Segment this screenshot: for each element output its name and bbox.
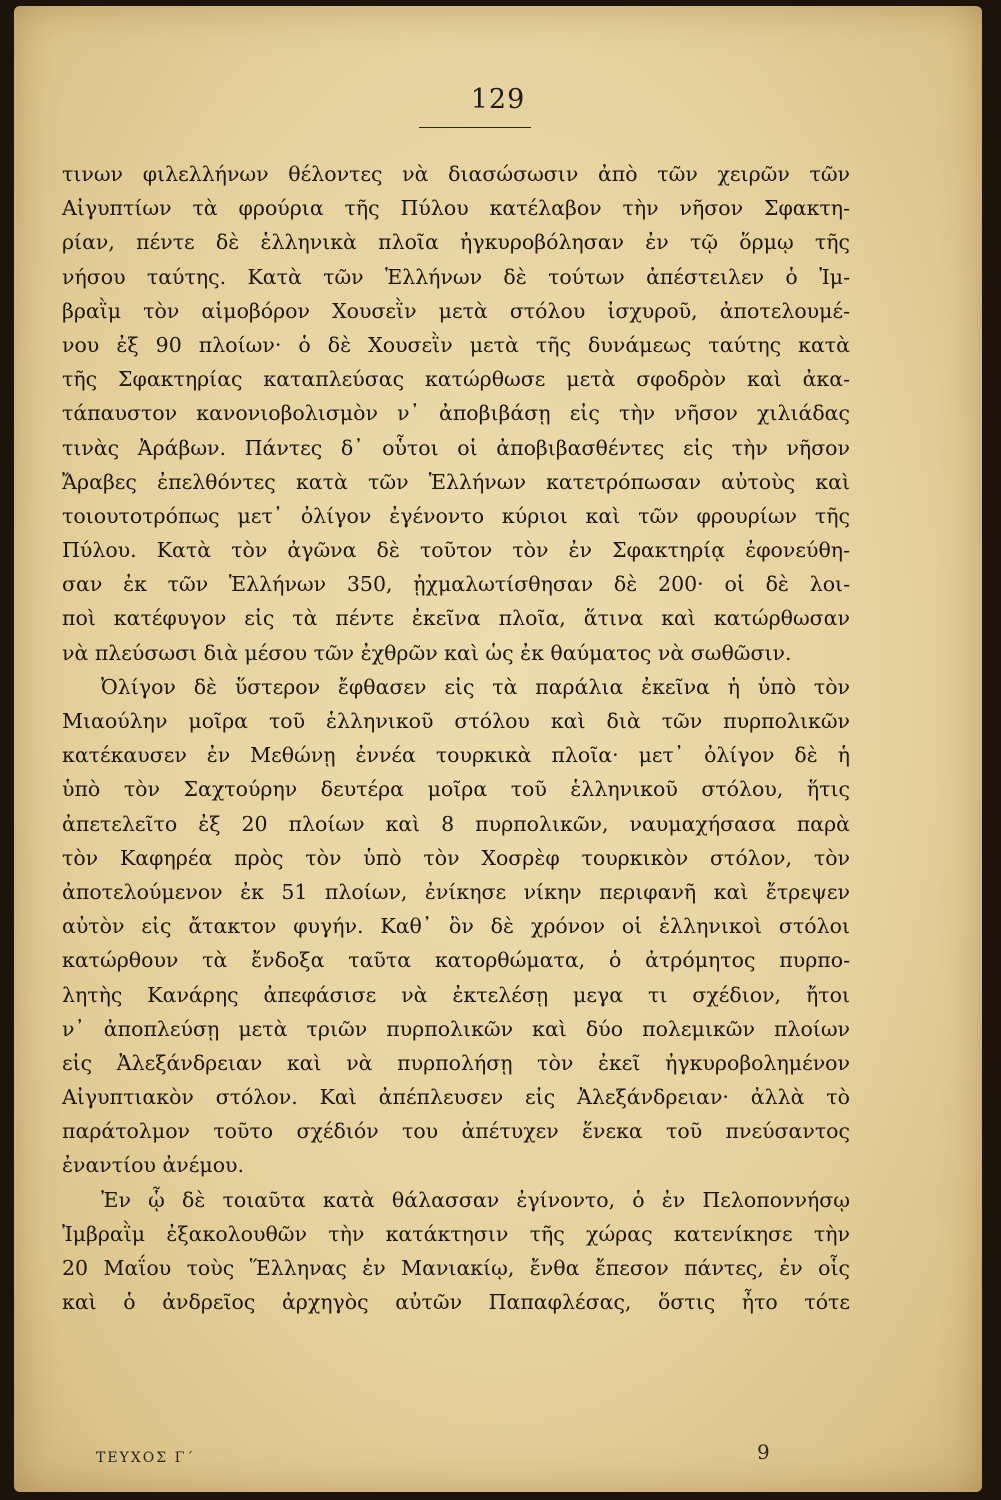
body-text xyxy=(62,157,850,1319)
text-line: Ἄραβες ἐπελθόντες κατὰ τῶν Ἑλλήνων κατετρόπωσαν αὐτοὺς καὶ xyxy=(62,469,850,494)
footer-signature: ΤΕΥΧΟΣ Γ΄ xyxy=(96,1450,196,1466)
text-line: τοιουτοτρόπως μετ᾿ ὀλίγον ἐγένοντο κύριοι καὶ τῶν φρουρίων τῆς xyxy=(62,503,850,528)
text-line: κατώρθουν τὰ ἔνδοξα ταῦτα κατορθώματα, ὁ ἀτρόμητος πυρπο- xyxy=(62,948,850,973)
footer-signature-number: 9 xyxy=(757,1440,770,1464)
text-line: Μιαούλην μοῖρα τοῦ ἑλληνικοῦ στόλου καὶ διὰ τῶν πυρπολικῶν xyxy=(62,709,850,733)
text-line: τάπαυστον κανονιοβολισμὸν ν᾿ ἀποβιβάσῃ εἰς τὴν νῆσον χιλιάδας xyxy=(62,401,850,426)
text-line: νήσου ταύτης. Κατὰ τῶν Ἑλλήνων δὲ τούτων ἀπέστειλεν ὁ Ἰμ- xyxy=(62,264,850,289)
text-line: νὰ πλεύσωσι διὰ μέσου τῶν ἐχθρῶν καὶ ὡς ἐκ θαύματος νὰ σωθῶσιν. xyxy=(62,640,792,665)
text-line: παράτολμον τοῦτο σχέδιόν του ἀπέτυχεν ἕνεκα τοῦ πνεύσαντος xyxy=(62,1119,850,1144)
page-number: 129 xyxy=(470,84,526,115)
text-line: νου ἐξ 90 πλοίων· ὁ δὲ Χουσεῒν μετὰ τῆς δυνάμεως ταύτης κατὰ xyxy=(62,332,850,357)
text-line: ἀπετελεῖτο ἐξ 20 πλοίων καὶ 8 πυρπολικῶν, ναυμαχήσασα παρὰ xyxy=(62,811,850,836)
text-line: ὑπὸ τὸν Σαχτούρην δευτέρα μοῖρα τοῦ ἑλληνικοῦ στόλου, ἥτις xyxy=(62,777,850,802)
text-line: τινὰς Ἀράβων. Πάντες δ᾿ οὗτοι οἱ ἀποβιβασθέντες εἰς τὴν νῆσον xyxy=(62,435,850,460)
text-line: αὐτὸν εἰς ἄτακτον φυγήν. Καθ᾿ ὃν δὲ χρόνον οἱ ἑλληνικοὶ στόλοι xyxy=(62,914,850,939)
text-line: λητὴς Κανάρης ἀπεφάσισε νὰ ἐκτελέσῃ μεγα τι σχέδιον, ἤτοι xyxy=(62,982,850,1007)
text-line: τινων φιλελλήνων θέλοντες νὰ διασώσωσιν ἀπὸ τῶν χειρῶν τῶν xyxy=(62,162,850,186)
text-line: Αἰγυπτίων τὰ φρούρια τῆς Πύλου κατέλαβον τὴν νῆσον Σφακτη- xyxy=(62,196,850,221)
text-line: Πύλου. Κατὰ τὸν ἀγῶνα δὲ τοῦτον τὸν ἐν Σφακτηρίᾳ ἐφονεύθη- xyxy=(62,538,850,563)
text-line: σαν ἐκ τῶν Ἑλλήνων 350, ᾐχμαλωτίσθησαν δὲ 200· οἱ δὲ λοι- xyxy=(62,572,850,597)
text-line: Ἰμβραῒμ ἐξακολουθῶν τὴν κατάκτησιν τῆς χώρας κατενίκησε τὴν xyxy=(62,1221,850,1246)
text-line: Ἐν ᾧ δὲ τοιαῦτα κατὰ θάλασσαν ἐγίνοντο, ὁ ἐν Πελοποννήσῳ xyxy=(101,1187,850,1212)
text-line: ἐναντίου ἀνέμου. xyxy=(62,1153,245,1178)
text-line: εἰς Ἀλεξάνδρειαν καὶ νὰ πυρπολήσῃ τὸν ἐκεῖ ἠγκυροβολημένον xyxy=(62,1050,850,1075)
text-line: ν᾿ ἀποπλεύσῃ μετὰ τριῶν πυρπολικῶν καὶ δύο πολεμικῶν πλοίων xyxy=(62,1016,850,1041)
text-line: καὶ ὁ ἀνδρεῖος ἀρχηγὸς αὐτῶν Παπαφλέσας, ὅστις ἦτο τότε xyxy=(62,1290,850,1315)
text-line: τὸν Καφηρέα πρὸς τὸν ὑπὸ τὸν Χοσρὲφ τουρκικὸν στόλον, τὸν xyxy=(62,845,850,870)
text-line: τῆς Σφακτηρίας καταπλεύσας κατώρθωσε μετὰ σφοδρὸν καὶ ἀκα- xyxy=(62,367,850,392)
text-line: 20 Μαΐου τοὺς Ἕλληνας ἐν Μανιακίῳ, ἔνθα ἔπεσον πάντες, ἐν οἷς xyxy=(62,1256,850,1280)
text-line: Αἰγυπτιακὸν στόλον. Καὶ ἀπέπλευσεν εἰς Ἀλεξάνδρειαν· ἀλλὰ τὸ xyxy=(62,1085,850,1110)
book-page xyxy=(14,6,982,1492)
header-rule xyxy=(419,127,531,128)
text-line: ρίαν, πέντε δὲ ἑλληνικὰ πλοῖα ἠγκυροβόλησαν ἐν τῷ ὅρμῳ τῆς xyxy=(62,230,850,255)
text-line: Ὀλίγον δὲ ὕστερον ἔφθασεν εἰς τὰ παράλια ἐκεῖνα ἡ ὑπὸ τὸν xyxy=(101,674,850,699)
text-line: ἀποτελούμενον ἐκ 51 πλοίων, ἐνίκησε νίκην περιφανῆ καὶ ἔτρεψεν xyxy=(62,879,850,904)
text-line: ποὶ κατέφυγον εἰς τὰ πέντε ἐκεῖνα πλοῖα, ἅτινα καὶ κατώρθωσαν xyxy=(62,606,850,631)
text-line: βραῒμ τὸν αἱμοβόρον Χουσεῒν μετὰ στόλου ἰσχυροῦ, ἀποτελουμέ- xyxy=(62,298,850,323)
text-line: κατέκαυσεν ἐν Μεθώνῃ ἐννέα τουρκικὰ πλοῖα· μετ᾿ ὀλίγον δὲ ἡ xyxy=(62,743,850,768)
